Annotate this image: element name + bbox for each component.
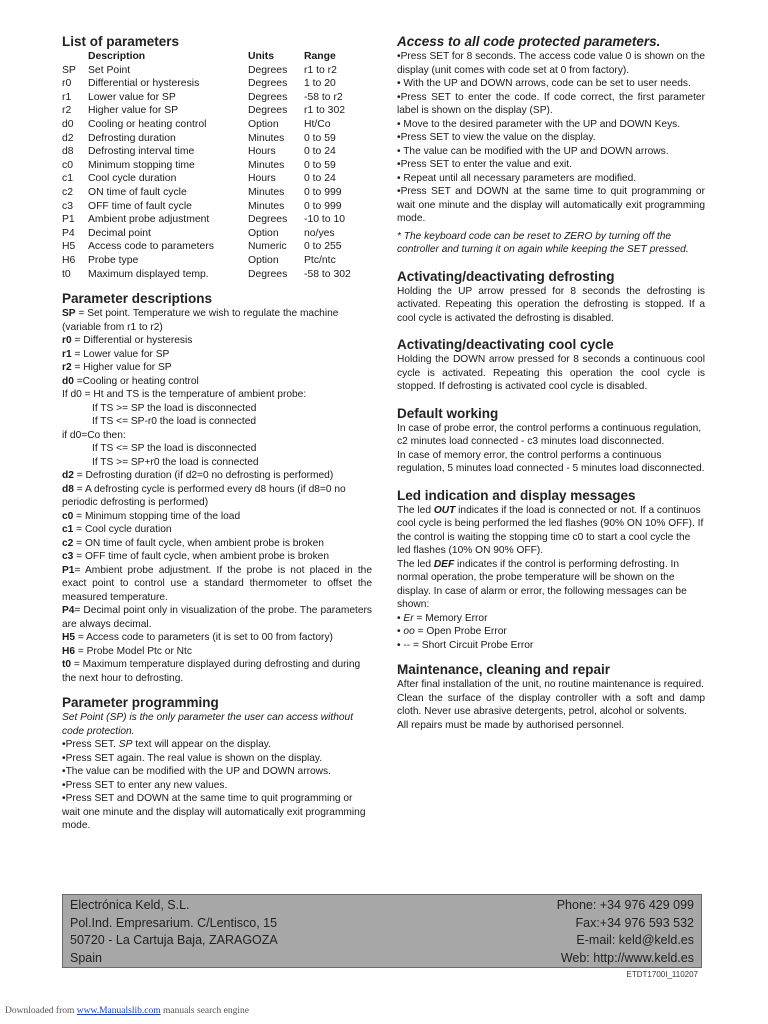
table-cell: Minutes	[248, 186, 285, 198]
table-cell: SP	[62, 64, 76, 76]
table-cell: Ptc/ntc	[304, 254, 336, 266]
country: Spain	[70, 950, 102, 965]
programming-step-2: •Press SET again. The real value is shown on the display.	[62, 752, 323, 764]
defrost-title: Activating/deactivating defrosting	[397, 268, 615, 284]
contact-footer	[62, 894, 702, 968]
table-cell: 0 to 999	[304, 200, 342, 212]
table-row	[62, 240, 372, 254]
table-row	[62, 145, 372, 159]
table-cell: c0	[62, 159, 73, 171]
table-cell: Option	[248, 254, 279, 266]
table-cell: -58 to r2	[304, 91, 343, 103]
table-cell: r1	[62, 91, 72, 103]
desc-d0-co: if d0=Co then:	[62, 429, 126, 441]
desc-d0-ht: If d0 = Ht and TS is the temperature of ambient probe:	[62, 389, 307, 401]
parameters-table-body	[62, 64, 372, 282]
desc-r2: r2 = Higher value for SP	[62, 362, 172, 374]
desc-d0: d0 =Cooling or heating control	[62, 375, 199, 387]
parameters-table	[62, 50, 372, 281]
phone: Phone: +34 976 429 099	[556, 898, 694, 912]
table-cell: r1 to 302	[304, 105, 346, 117]
table-cell: Minutes	[248, 132, 285, 144]
table-row	[62, 227, 372, 241]
defrost-text: Holding the UP arrow pressed for 8 seconds the defrosting is activated. Repeating this operation the defrosting is stopped. If a cool cycle is activated the defrosting is disabled.	[397, 285, 705, 324]
desc-sp: SP = Set point. Temperature we wish to regulate the machine (variable from r1 to r2)	[62, 308, 339, 333]
default-text-1: In case of probe error, the control performs a continuous regulation, c2 minutes load connected - c3 minutes load disconnected.	[397, 422, 702, 447]
table-cell: Degrees	[248, 78, 288, 90]
desc-d8: d8 = A defrosting cycle is performed every d8 hours (if d8=0 no periodic defrosting is performed)	[62, 483, 346, 509]
address-line-2: 50720 - La Cartuja Baja, ZARAGOZA	[70, 933, 278, 947]
table-row	[62, 118, 372, 132]
table-cell: H6	[62, 254, 76, 266]
table-cell: P4	[62, 227, 75, 239]
table-cell: d2	[62, 132, 74, 144]
table-cell: d0	[62, 118, 74, 130]
table-cell: Minutes	[248, 200, 285, 212]
table-cell: r1 to r2	[304, 64, 337, 76]
desc-d0-co-b: If TS >= SP+r0 the load is connected	[92, 456, 259, 468]
table-cell: c1	[62, 173, 73, 185]
cool-text: Holding the DOWN arrow pressed for 8 seconds a continuous cool cycle is activated. Repeating this operation the cool cycle is stopped. If defrosting is activated cool cycle is disabled.	[397, 354, 705, 392]
table-cell: Cooling or heating control	[88, 118, 207, 130]
access-step-1: •Press SET for 8 seconds. The access code value 0 is shown on the display (unit comes with code set at 0 from factory).	[397, 51, 705, 76]
message-er: • Er = Memory Error	[397, 612, 488, 624]
desc-c3: c3 = OFF time of fault cycle, when ambient probe is broken	[62, 551, 329, 563]
table-cell: Option	[248, 227, 279, 239]
table-cell: Higher value for SP	[88, 105, 179, 117]
table-cell: 0 to 255	[304, 241, 342, 253]
table-cell: 0 to 24	[304, 146, 336, 158]
programming-step-4: •Press SET to enter any new values.	[62, 779, 228, 791]
table-cell: Cool cycle duration	[88, 173, 177, 185]
table-cell: Ambient probe adjustment	[88, 214, 210, 226]
table-cell: Degrees	[248, 105, 288, 117]
maintenance-text-2: Clean the surface of the display controller with a soft and damp cloth. Never use abrasive detergents, petrol, alcohol or solvents.	[397, 692, 705, 717]
table-cell: 0 to 24	[304, 173, 336, 185]
table-cell: Probe type	[88, 254, 139, 266]
desc-r0: r0 = Differential or hysteresis	[62, 335, 193, 347]
table-cell: -58 to 302	[304, 268, 351, 280]
desc-t0: t0 = Maximum temperature displayed during defrosting and during the next hour to defrosting.	[62, 659, 361, 684]
table-cell: Minimum stopping time	[88, 159, 195, 171]
maintenance-title: Maintenance, cleaning and repair	[397, 662, 611, 677]
table-cell: Defrosting interval time	[88, 146, 195, 158]
manualslib-link[interactable]: www.Manualslib.com	[76, 1006, 161, 1016]
company-name: Electrónica Keld, S.L.	[70, 898, 190, 912]
desc-r1: r1 = Lower value for SP	[62, 348, 170, 360]
table-cell: c2	[62, 186, 73, 198]
table-cell: 1 to 20	[304, 78, 336, 90]
table-cell: P1	[62, 214, 75, 226]
descriptions-title: Parameter descriptions	[62, 291, 213, 307]
access-step-9: •Press SET and DOWN at the same time to quit programming or wait one minute and the display will automatically exit programming mode.	[397, 186, 705, 224]
table-cell: Option	[248, 118, 279, 130]
programming-intro: Set Point (SP) is the only parameter the user can access without code protection.	[62, 712, 354, 737]
programming-step-5: •Press SET and DOWN at the same time to quit programming or wait one minute and the display will automatically exit programming mode.	[62, 793, 366, 832]
table-cell: 0 to 999	[304, 186, 342, 198]
table-cell: Hours	[248, 173, 276, 185]
left-column	[62, 34, 372, 833]
fax: Fax:+34 976 593 532	[575, 915, 694, 930]
table-cell: -10 to 10	[304, 214, 346, 226]
table-cell: r0	[62, 78, 72, 90]
table-cell: ON time of fault cycle	[88, 186, 187, 198]
address-line-1: Pol.Ind. Empresarium. C/Lentisco, 15	[70, 915, 278, 930]
table-cell: Access code to parameters	[88, 241, 214, 253]
programming-step-1: •Press SET. SP text will appear on the display.	[62, 739, 271, 751]
table-cell: Degrees	[248, 64, 288, 76]
desc-d2: d2 = Defrosting duration (if d2=0 no defrosting is performed)	[62, 470, 334, 482]
maintenance-text-3: All repairs must be made by authorised personnel.	[397, 719, 625, 731]
table-cell: H5	[62, 241, 76, 253]
table-cell: Numeric	[248, 241, 287, 253]
company-address	[70, 897, 278, 967]
email[interactable]: E-mail: keld@keld.es	[576, 933, 694, 947]
table-cell: Degrees	[248, 91, 288, 103]
table-row	[62, 77, 372, 91]
table-cell: d8	[62, 146, 74, 158]
table-row	[62, 132, 372, 146]
table-cell: Degrees	[248, 268, 288, 280]
led-def-text: The led DEF indicates if the control is performing defrosting. In normal operation, the probe temperature will be shown on the display. In case of alarm or error, the following messages can be shown:	[397, 558, 687, 610]
table-cell: Decimal point	[88, 227, 151, 239]
desc-d0-ht-a: If TS >= SP the load is disconnected	[92, 402, 257, 414]
table-cell: r2	[62, 105, 72, 117]
desc-c1: c1 = Cool cycle duration	[62, 524, 172, 536]
table-row	[62, 254, 372, 268]
table-cell: Ht/Co	[304, 118, 331, 130]
desc-c0: c0 = Minimum stopping time of the load	[62, 510, 241, 522]
access-step-8: • Repeat until all necessary parameters are modified.	[397, 172, 637, 184]
access-step-7: •Press SET to enter the value and exit.	[397, 159, 572, 170]
table-header-row	[62, 50, 372, 64]
access-step-3: •Press SET to enter the code. If code correct, the first parameter label is shown on the display (SP).	[397, 91, 705, 116]
table-row	[62, 186, 372, 200]
led-out-text: The led OUT indicates if the load is connected or not. If a continuos cool cycle is being performed the led flashes (90% ON 10% OFF). If the control is waiting the stopping time c0 to start a cool cycle the led flashes (10% ON 90% OFF).	[397, 504, 704, 556]
access-step-2: • With the UP and DOWN arrows, code can be set to user needs.	[397, 78, 691, 89]
table-row	[62, 64, 372, 78]
column-header	[62, 50, 88, 64]
table-cell: Set Point	[88, 64, 131, 76]
desc-p1: P1= Ambient probe adjustment. If the probe is not placed in the exact point to control use a standard thermometer to offset the measured temperature.	[62, 564, 372, 603]
desc-h6: H6 = Probe Model Ptc or Ntc	[62, 645, 192, 657]
cool-title: Activating/deactivating cool cycle	[397, 337, 614, 352]
table-cell: c3	[62, 200, 73, 212]
default-title: Default working	[397, 405, 499, 421]
right-column	[397, 34, 705, 732]
table-cell: Maximum displayed temp.	[88, 268, 209, 280]
table-cell: t0	[62, 268, 71, 280]
column-header: Range	[304, 51, 336, 62]
download-note: Downloaded from www.Manualslib.com manuals search engine	[5, 1006, 249, 1016]
table-cell: Minutes	[248, 159, 285, 171]
message-oo: • oo = Open Probe Error	[397, 626, 507, 637]
programming-step-3: •The value can be modified with the UP and DOWN arrows.	[62, 766, 331, 778]
table-cell: Hours	[248, 146, 276, 158]
desc-h5: H5 = Access code to parameters (it is set to 00 from factory)	[62, 632, 333, 644]
table-row	[62, 172, 372, 186]
table-row	[62, 159, 372, 173]
table-cell: no/yes	[304, 227, 335, 239]
default-text-2: In case of memory error, the control performs a continuous regulation, 5 minutes load connected - 5 minutes load disconnected.	[397, 449, 705, 474]
table-cell: 0 to 59	[304, 159, 336, 171]
table-cell: Defrosting duration	[88, 132, 176, 144]
desc-d0-co-a: If TS <= SP the load is disconnected	[92, 443, 257, 455]
access-note: * The keyboard code can be reset to ZERO by turning off the controller and turning it on again while keeping the SET pressed.	[397, 230, 689, 255]
programming-title: Parameter programming	[62, 695, 219, 711]
desc-p4: P4= Decimal point only in visualization of the probe. The parameters are always decimal.	[62, 605, 372, 630]
parameters-title: List of parameters	[62, 34, 180, 49]
document-reference: ETDT1700I_110207	[626, 970, 698, 979]
message-short: • -- = Short Circuit Probe Error	[397, 639, 534, 651]
table-row	[62, 91, 372, 105]
access-title: Access to all code protected parameters.	[397, 34, 661, 49]
website[interactable]: Web: http://www.keld.es	[560, 950, 694, 965]
table-cell: 0 to 59	[304, 132, 336, 144]
maintenance-text-1: After final installation of the unit, no routine maintenance is required.	[397, 679, 704, 690]
table-cell: Degrees	[248, 214, 288, 226]
table-row	[62, 200, 372, 214]
table-cell: OFF time of fault cycle	[88, 200, 192, 212]
table-row	[62, 104, 372, 118]
access-step-4: • Move to the desired parameter with the UP and DOWN Keys.	[397, 118, 681, 130]
access-step-6: • The value can be modified with the UP and DOWN arrows.	[397, 145, 669, 157]
company-contacts	[557, 897, 694, 967]
column-header: Description	[88, 51, 146, 62]
access-step-5: •Press SET to view the value on the display.	[397, 132, 596, 143]
column-header: Units	[248, 51, 274, 62]
table-cell: Differential or hysteresis	[88, 78, 200, 90]
desc-c2: c2 = ON time of fault cycle, when ambient probe is broken	[62, 537, 324, 549]
table-row	[62, 213, 372, 227]
led-title: Led indication and display messages	[397, 487, 636, 503]
desc-d0-ht-b: If TS <= SP-r0 the load is connected	[92, 416, 257, 428]
table-row	[62, 268, 372, 282]
table-cell: Lower value for SP	[88, 91, 176, 103]
